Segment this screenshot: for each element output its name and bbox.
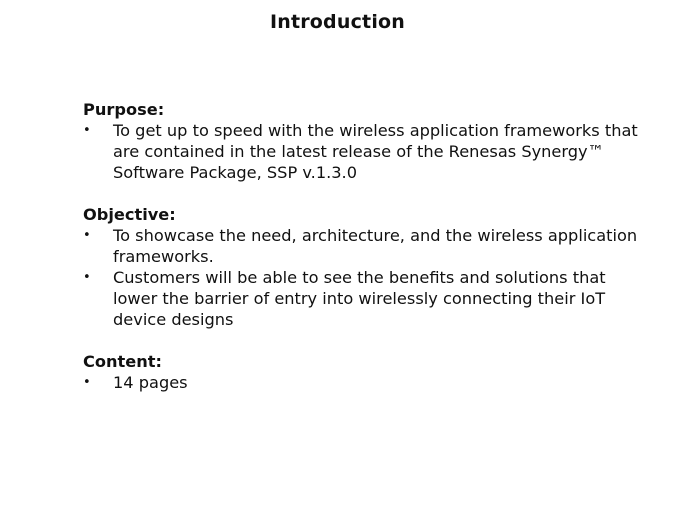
objective-bullet-text: To showcase the need, architecture, and the wireless application frameworks. xyxy=(113,226,638,266)
list-item xyxy=(83,120,643,183)
bullet-icon: • xyxy=(83,270,91,285)
content-bullet-text: 14 pages xyxy=(113,373,188,392)
list-item xyxy=(83,372,643,393)
purpose-section xyxy=(83,99,643,183)
bullet-icon: • xyxy=(83,123,91,138)
slide-body xyxy=(83,99,643,414)
objective-bullet-list xyxy=(83,225,643,330)
purpose-bullet-text: To get up to speed with the wireless application frameworks that are contained in the latest release of the Renesas Synergy™ Software Package, SSP v.1.3.0 xyxy=(113,121,638,182)
content-bullet-list xyxy=(83,372,643,393)
purpose-heading: Purpose: xyxy=(83,100,165,119)
content-heading: Content: xyxy=(83,352,162,371)
content-section xyxy=(83,351,643,393)
bullet-icon: • xyxy=(83,228,91,243)
objective-bullet-text: Customers will be able to see the benefits and solutions that lower the barrier of entry into wirelessly connecting their IoT device designs xyxy=(113,268,606,329)
list-item xyxy=(83,267,643,330)
list-item xyxy=(83,225,643,267)
bullet-icon: • xyxy=(83,375,91,390)
objective-heading: Objective: xyxy=(83,205,176,224)
purpose-bullet-list xyxy=(83,120,643,183)
slide-title: Introduction xyxy=(269,11,406,33)
objective-section xyxy=(83,204,643,330)
